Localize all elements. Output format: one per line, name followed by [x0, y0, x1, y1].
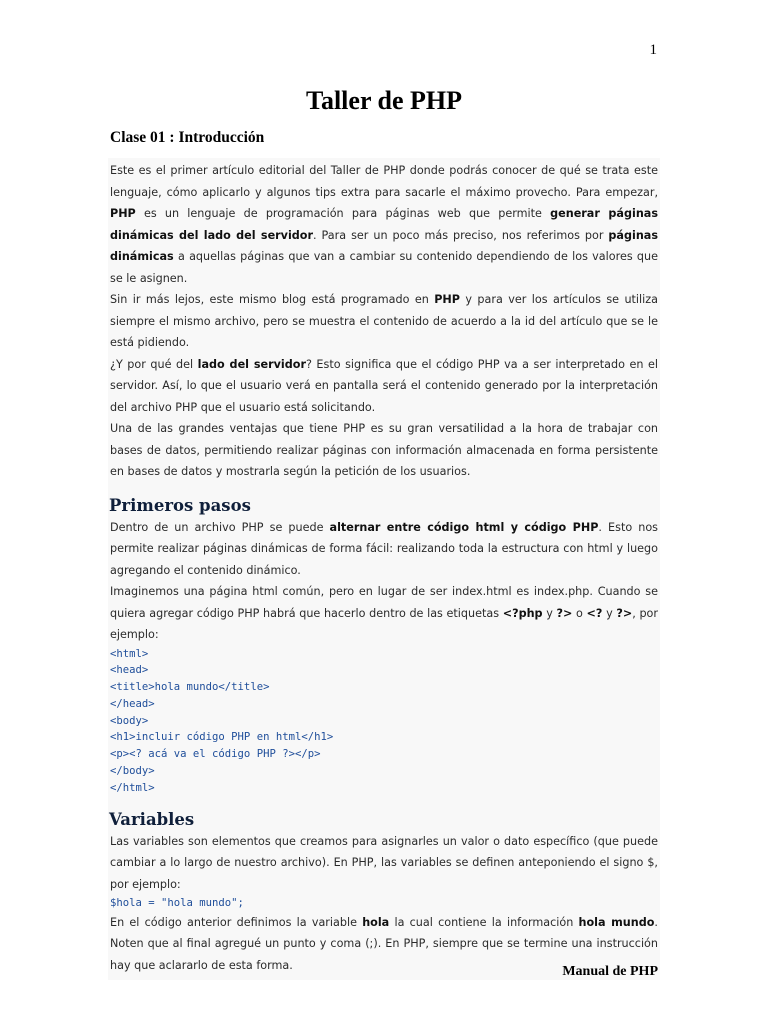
- bold-run: ?>: [616, 606, 633, 620]
- text-run: ¿Y por qué del: [110, 357, 198, 371]
- php-code-example: [108, 895, 660, 912]
- code-line: <body>: [110, 714, 149, 727]
- text-run: . Noten que al final agregué un punto y coma (;). En PHP, siempre que se termine una instrucción hay que aclararlo de esta forma.: [110, 915, 658, 972]
- bold-run: PHP: [110, 207, 136, 220]
- text-run: ? Esto significa que el código PHP va a ser interpretado en el servidor. Así, lo que el usuario verá en pantalla será el contenido generado por la interpretación del archivo PHP que el usuario está solicitando.: [110, 357, 659, 414]
- bold-run: páginas dinámicas: [110, 228, 658, 263]
- text-run: . Esto nos permite realizar páginas dinámicas de forma fácil: realizando toda la estructura con html y luego agregando el contenido dinámico.: [110, 520, 659, 577]
- bold-run: ?>: [556, 606, 573, 620]
- code-line: <title>hola mundo</title>: [110, 681, 270, 694]
- text-run: Sin ir más lejos, este mismo blog está programado en: [110, 293, 435, 306]
- primeros-pasos-paragraph-2: [108, 581, 660, 646]
- text-run: o: [572, 606, 587, 620]
- code-line: <html>: [110, 647, 149, 660]
- text-run: Imaginemos una página html común, pero en lugar de ser index.html es index.php. Cuando se quiera agregar código PHP habrá que hacerlo dentro de las etiquetas: [110, 585, 658, 620]
- class-title: Clase 01 : Introducción: [110, 129, 265, 146]
- code-line: <p><? acá va el código PHP ?></p>: [110, 748, 321, 761]
- code-line: <head>: [110, 664, 149, 677]
- text-run: , por ejemplo:: [110, 606, 658, 641]
- intro-paragraph-1: [108, 158, 660, 289]
- text-run: y para ver los artículos se utiliza siempre el mismo archivo, pero se muestra el contenido de acuerdo a la id del artículo que se le está pidiendo.: [110, 293, 658, 349]
- intro-paragraph-3: [108, 354, 660, 419]
- text-run: Este es el primer artículo editorial del Taller de PHP donde podrás conocer de qué se trata este lenguaje, cómo aplicarlo y algunos tips extra para sacarle el máximo provecho. Para empezar,: [110, 164, 658, 199]
- page-number: 1: [649, 42, 657, 58]
- variables-paragraph-1: Las variables son elementos que creamos para asignarles un valor o dato específico (que puede cambiar a lo largo de nuestro archivo). En PHP, las variables se definen anteponiendo el signo $, por ejemplo:: [110, 834, 658, 891]
- bold-run: <?: [586, 606, 603, 620]
- text-run: . Para ser un poco más preciso, nos referimos por: [313, 228, 609, 242]
- code-line: <h1>incluir código PHP en html</h1>: [110, 731, 334, 744]
- bold-run: PHP: [434, 293, 460, 306]
- html-code-example: [108, 646, 660, 797]
- code-line: </head>: [110, 697, 155, 710]
- bold-run: alternar entre código html y código PHP: [329, 520, 599, 534]
- text-run: y: [542, 606, 557, 620]
- page-footer: Manual de PHP: [562, 964, 658, 979]
- intro-paragraph-4: Una de las grandes ventajas que tiene PHP es su gran versatilidad a la hora de trabajar con bases de datos, permitiendo realizar páginas con información almacenada en forma persistente en bases de datos y mostrarla según la petición de los usuarios.: [110, 422, 658, 478]
- code-line: </html>: [110, 781, 155, 794]
- code-line: </body>: [110, 765, 155, 778]
- text-run: En el código anterior definimos la variable: [110, 915, 363, 929]
- text-run: Dentro de un archivo PHP se puede: [110, 520, 330, 534]
- intro-paragraph-2: [108, 289, 660, 354]
- bold-run: hola mundo: [578, 915, 655, 929]
- code-line: $hola = "hola mundo";: [110, 897, 244, 910]
- primeros-pasos-paragraph-1: [108, 517, 660, 582]
- document-title: Taller de PHP: [306, 86, 462, 115]
- text-run: es un lenguaje de programación para páginas web que permite: [135, 207, 551, 220]
- bold-run: generar páginas dinámicas del lado del servidor: [110, 207, 658, 242]
- section-heading-variables: Variables: [109, 809, 195, 829]
- text-run: a aquellas páginas que van a cambiar su contenido dependiendo de los valores que se le asignen.: [110, 250, 658, 285]
- section-heading-primeros-pasos: Primeros pasos: [109, 495, 251, 515]
- bold-run: <?php: [502, 606, 543, 620]
- article-body: [108, 158, 660, 980]
- text-run: y: [602, 606, 617, 620]
- bold-run: hola: [362, 915, 390, 929]
- text-run: la cual contiene la información: [389, 915, 579, 929]
- bold-run: lado del servidor: [197, 357, 306, 371]
